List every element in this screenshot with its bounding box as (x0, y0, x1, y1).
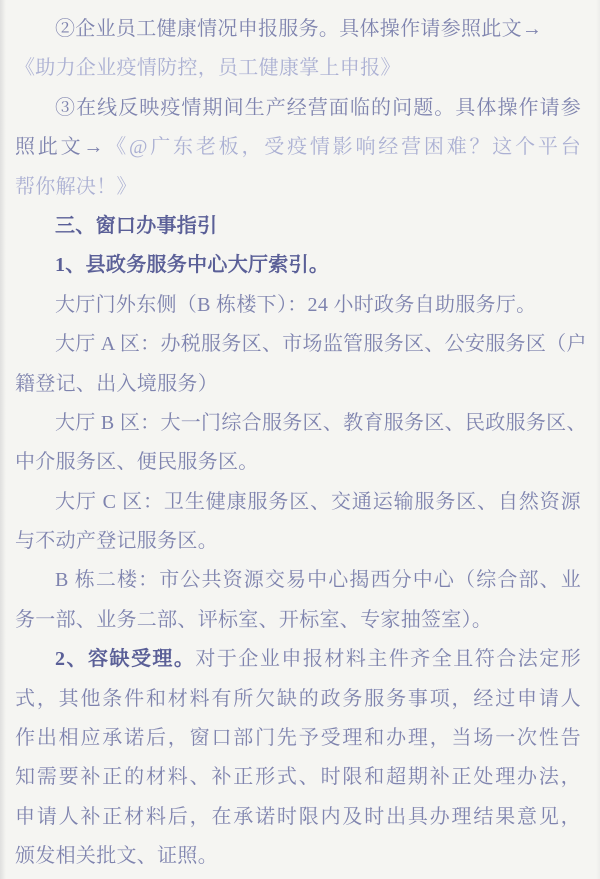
paragraph-line (15, 325, 587, 364)
text-run: 中介服务区、便民服务区。 (15, 451, 259, 474)
paragraph-line (15, 89, 581, 128)
text-run: B 栋二楼：市公共资源交易中心揭西分中心（综合部、业 (55, 569, 581, 592)
text-run: 照此文→ (15, 136, 104, 159)
link-title-line (15, 168, 581, 207)
text-run: 大厅门外东侧（B 栋楼下）：24 小时政务自助服务厅。 (55, 293, 537, 316)
link-title-line (15, 49, 581, 88)
text-run: 大厅 A 区：办税服务区、市场监管服务区、公安服务区（户 (55, 333, 587, 356)
text-run: 作出相应承诺后，窗口部门先予受理和办理，当场一次性告 (15, 727, 581, 750)
paragraph-line (15, 10, 581, 49)
paragraph-line (15, 719, 581, 758)
paragraph-line (15, 404, 587, 443)
text-run: 三、窗口办事指引 (55, 214, 218, 237)
text-run: 式，其他条件和材料有所欠缺的政务服务事项，经过申请人 (15, 687, 581, 710)
paragraph-line (15, 680, 581, 719)
paragraph-line (15, 365, 581, 404)
text-run: 2、容缺受理。 (55, 648, 196, 671)
text-run: 1、县政务服务中心大厅索引。 (55, 254, 330, 277)
text-run: 与不动产登记服务区。 (15, 530, 218, 553)
paragraph-line (15, 837, 581, 876)
paragraph-line (15, 128, 581, 167)
paragraph-line (15, 286, 581, 325)
paragraph-line (15, 798, 581, 837)
paragraph-line (15, 561, 581, 600)
text-run: 申请人补正材料后，在承诺时限内及时出具办理结果意见， (15, 805, 581, 828)
text-run: 大厅 C 区：卫生健康服务区、交通运输服务区、自然资源 (55, 490, 581, 513)
text-run: 帮你解决！》 (15, 175, 137, 198)
paragraph-line (15, 758, 581, 797)
text-run: 对于企业申报材料主件齐全且符合法定形 (195, 648, 581, 671)
paragraph-line (15, 443, 581, 482)
text-run: 籍登记、出入境服务） (15, 372, 218, 395)
text-run: 《@广东老板，受疫情影响经营困难？这个平台 (103, 136, 582, 159)
paragraph-line (15, 522, 581, 561)
section-heading (15, 207, 581, 246)
text-run: 务一部、业务二部、评标室、开标室、专家抽签室）。 (15, 608, 493, 631)
paragraph-line (15, 601, 581, 640)
text-run: 颁发相关批文、证照。 (15, 845, 218, 868)
text-run: 《助力企业疫情防控，员工健康掌上申报》 (15, 57, 401, 80)
text-run: 知需要补正的材料、补正形式、时限和超期补正处理办法， (15, 766, 581, 789)
text-run: ③在线反映疫情期间生产经营面临的问题。具体操作请参 (55, 96, 581, 119)
subsection-heading (15, 246, 581, 285)
paragraph-line (15, 640, 581, 679)
text-run: ②企业员工健康情况申报服务。具体操作请参照此文→ (55, 18, 543, 40)
paragraph-line (15, 483, 581, 522)
text-run: 大厅 B 区：大一门综合服务区、教育服务区、民政服务区、 (55, 411, 587, 434)
